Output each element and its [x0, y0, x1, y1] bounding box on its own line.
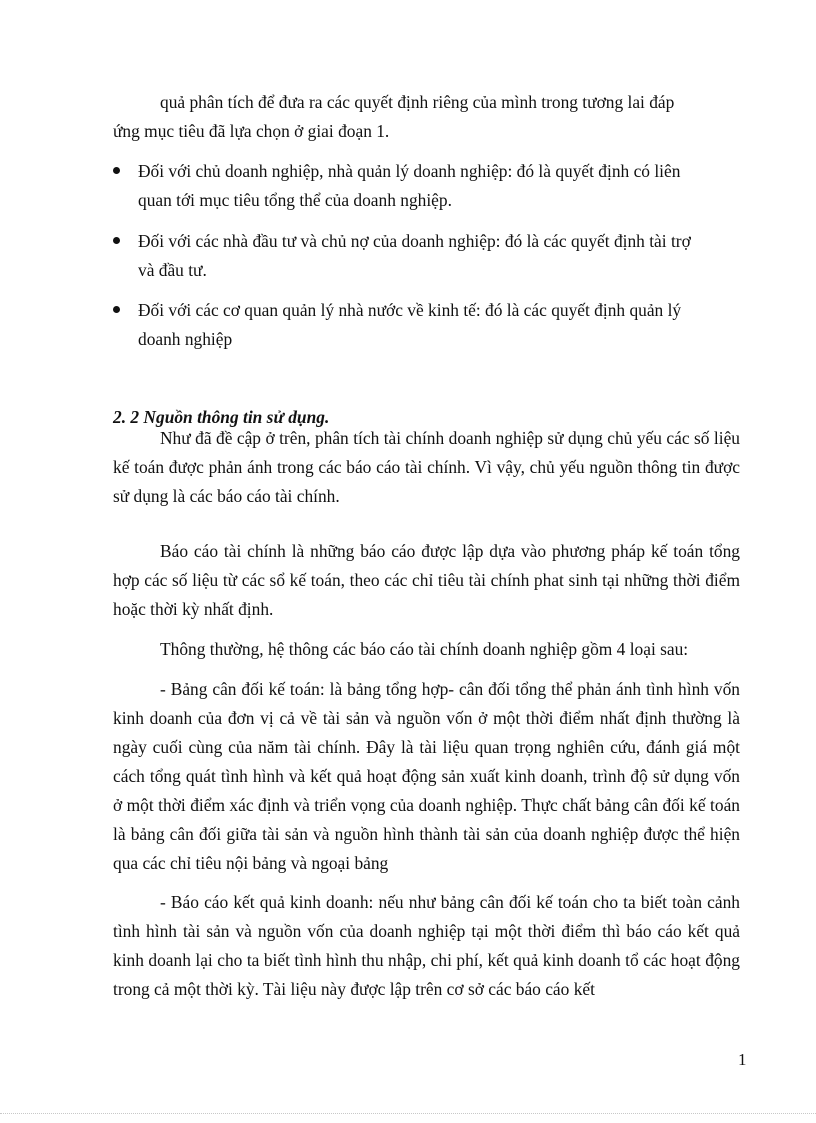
bullet-line-2: doanh nghiệp [138, 329, 233, 349]
bullet-line-2: và đầu tư. [138, 260, 207, 280]
bullet-item-investors [113, 227, 740, 285]
bullet-line-2: quan tới mục tiêu tổng thể của doanh nghiệp. [138, 190, 452, 210]
bullet-item-business-owner [113, 157, 740, 215]
paragraph-definition: Báo cáo tài chính là những báo cáo được lập dựa vào phương pháp kế toán tổng hợp các số liệu từ các sổ kế toán, theo các chỉ tiêu tài chính phat sinh tại những thời điểm hoặc thời kỳ nhất định. [113, 541, 740, 619]
paragraph-income-statement: - Báo cáo kết quả kinh doanh: nếu như bảng cân đối kế toán cho ta biết toàn cảnh tình hình tài sản và nguồn vốn của doanh nghiệp tại một thời điểm thì báo cáo kết quả kinh doanh lại cho ta biết tình hình thu nhập, chi phí, kết quả kinh doanh tổ các hoạt động trong cả một thời kỳ. Tài liệu này được lập trên cơ sở các báo cáo kết [113, 892, 740, 999]
continuation-line-2: ứng mục tiêu đã lựa chọn ở giai đoạn 1. [113, 121, 390, 141]
bullet-line-1: Đối với chủ doanh nghiệp, nhà quản lý doanh nghiệp: đó là quyết định có liên [138, 161, 681, 181]
bullet-text [138, 157, 740, 215]
bullet-line-1: Đối với các cơ quan quản lý nhà nước về kinh tế: đó là các quyết định quản lý [138, 300, 682, 320]
paragraph-report-types: Thông thường, hệ thông các báo cáo tài chính doanh nghiệp gồm 4 loại sau: [160, 639, 689, 659]
paragraph-balance-sheet: - Bảng cân đối kế toán: là bảng tổng hợp- cân đối tổng thể phản ánh tình hình vốn kinh doanh của đơn vị cả về tài sản và nguồn vốn ở một thời điểm nhất định thường là ngày cuối cùng của năm tài chính. Đây là tài liệu quan trọng nghiên cứu, đánh giá một cách tổng quát tình hình và kết quả hoạt động sản xuất kinh doanh, trình độ sử dụng vốn ở một thời điểm xác định và triển vọng của doanh nghiệp. Thực chất bảng cân đối kế toán là bảng cân đối giữa tài sản và nguồn hình thành tài sản của doanh nghiệp được thể hiện qua các chỉ tiêu nội bảng và ngoại bảng [113, 679, 740, 873]
bullet-dot-icon [113, 167, 120, 174]
page-number: 1 [738, 1050, 747, 1069]
paragraph-intro: Như đã đề cập ở trên, phân tích tài chính doanh nghiệp sử dụng chủ yếu các số liệu kế toán được phản ánh trong các báo cáo tài chính. Vì vậy, chủ yếu nguồn thông tin được sử dụng là các báo cáo tài chính. [113, 428, 740, 506]
section-heading: 2. 2 Nguồn thông tin sử dụng. [113, 407, 330, 427]
continuation-paragraph [113, 88, 740, 146]
continuation-line-1: quả phân tích để đưa ra các quyết định riêng của mình trong tương lai đáp [160, 92, 675, 112]
bullet-item-state-agencies [113, 296, 740, 354]
bullet-text [138, 227, 740, 285]
bullet-dot-icon [113, 306, 120, 313]
bullet-dot-icon [113, 237, 120, 244]
page-bottom-border [0, 1113, 816, 1114]
bullet-text [138, 296, 740, 354]
bullet-line-1: Đối với các nhà đầu tư và chủ nợ của doanh nghiệp: đó là các quyết định tài trợ [138, 231, 691, 251]
